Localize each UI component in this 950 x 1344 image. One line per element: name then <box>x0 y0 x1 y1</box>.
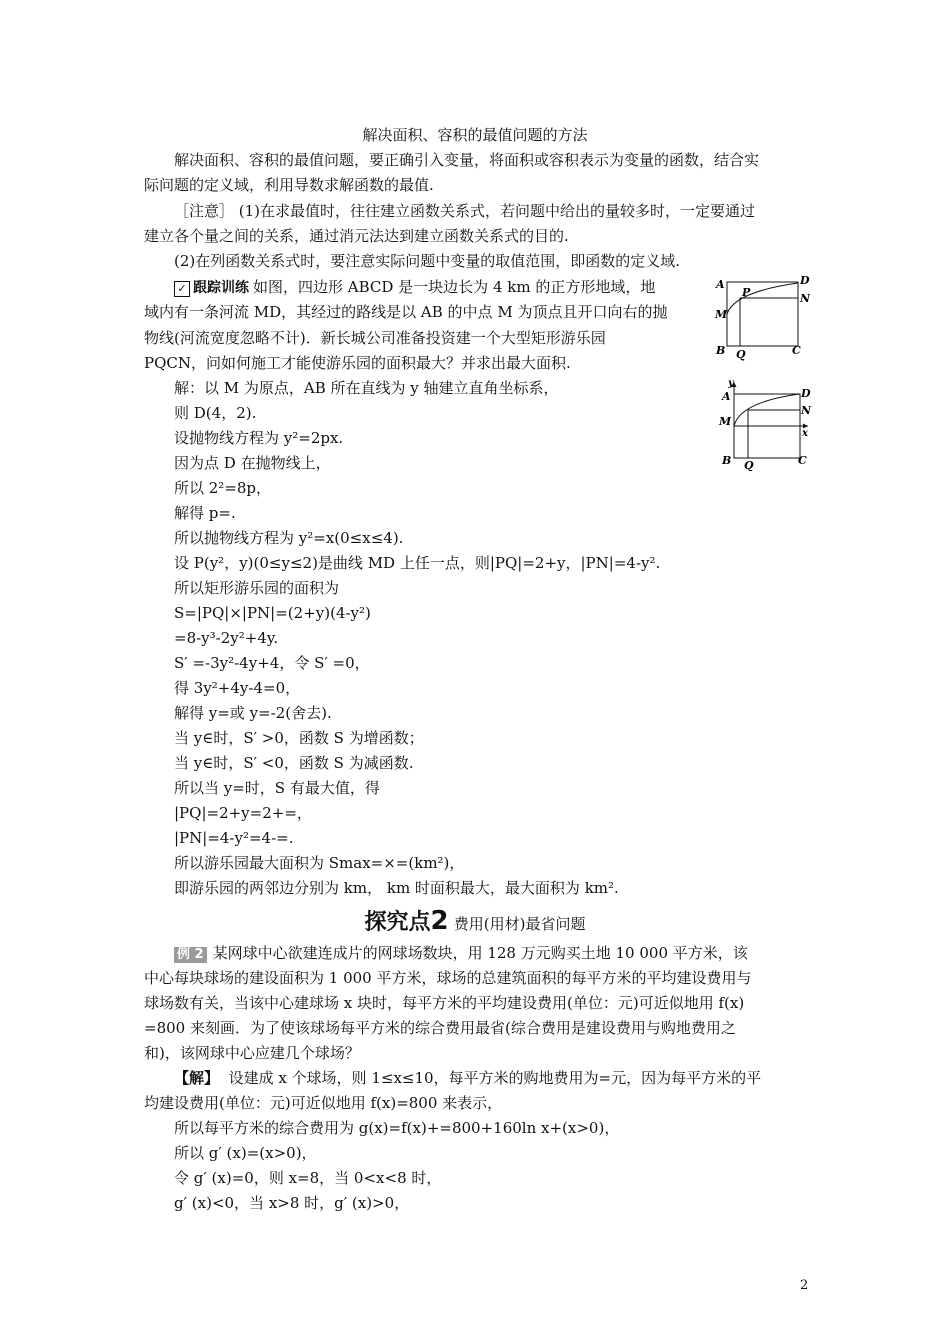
solution-line: 所以游乐园最大面积为 Smax=×=(km²)， <box>174 854 465 872</box>
method-line: ［注意］ (1)在求最值时，往往建立函数关系式，若问题中给出的量较多时，一定要通过 <box>174 202 756 220</box>
section-title: 费用(用材)最省问题 <box>453 915 586 933</box>
example-line-first <box>174 943 748 963</box>
label-y: y <box>728 378 734 389</box>
example-line: 和)，该网球中心应建几个球场？ <box>144 1044 360 1062</box>
solution-line: 解得 y=或 y=-2(舍去). <box>174 704 332 722</box>
label-m: M <box>715 308 728 321</box>
example-line: 球场数有关，当该中心建球场 x 块时，每平方米的平均建设费用(单位：元)可近似地用 f(x) <box>144 994 745 1012</box>
section-number: 2 <box>430 906 449 936</box>
label-n: N <box>800 292 811 305</box>
coordinate-figure <box>714 376 814 471</box>
label-p: P <box>742 286 751 299</box>
label-a: A <box>722 390 731 403</box>
answer-text: 设建成 x 个球场，则 1≤x≤10，每平方米的购地费用为=元，因为每平方米的平 <box>228 1069 762 1087</box>
solution-line: 解得 p=. <box>174 504 236 522</box>
solution-line: 所以当 y=时，S 有最大值，得 <box>174 779 380 797</box>
label-d: D <box>800 274 810 287</box>
solution-line: 即游乐园的两邻边分别为 km， km 时面积最大，最大面积为 km². <box>174 879 619 897</box>
answer-line: 所以 g′ (x)=(x>0)， <box>174 1144 317 1162</box>
solution-line: S=|PQ|×|PN|=(2+y)(4-y²) <box>174 604 371 622</box>
solution-line: 得 3y²+4y-4=0， <box>174 679 301 697</box>
solution-line: 当 y∈时，S′ <0，函数 S 为减函数. <box>174 754 414 772</box>
solution-line: 设抛物线方程为 y²=2px. <box>174 429 344 447</box>
answer-line: 所以每平方米的综合费用为 g(x)=f(x)+=800+160ln x+(x>0)， <box>174 1119 620 1137</box>
label-b: B <box>716 344 726 357</box>
solution-line: 所以矩形游乐园的面积为 <box>174 579 340 597</box>
solution-line: 解：以 M 为原点，AB 所在直线为 y 轴建立直角坐标系， <box>174 379 559 397</box>
label-q: Q <box>736 348 746 361</box>
answer-label: 【解】 <box>174 1069 220 1087</box>
answer-line-first <box>174 1068 761 1088</box>
solution-line: 则 D(4，2). <box>174 404 257 422</box>
solution-line: =8-y³-2y²+4y. <box>174 629 279 647</box>
solution-line: 所以抛物线方程为 y²=x(0≤x≤4). <box>174 529 404 547</box>
solution-line: 所以 2²=8p， <box>174 479 272 497</box>
label-q: Q <box>744 459 754 471</box>
solution-line: S′ =-3y²-4y+4，令 S′ =0， <box>174 654 370 672</box>
problem-line: 域内有一条河流 MD，其经过的路线是以 AB 的中点 M 为顶点且开口向右的抛 <box>144 303 668 321</box>
solution-line: |PN|=4-y²=4-=. <box>174 829 294 847</box>
check-icon: ✓ <box>174 281 190 297</box>
section-prefix: 探究点 <box>364 910 431 935</box>
label-c: C <box>798 454 807 467</box>
method-title: 解决面积、容积的最值问题的方法 <box>362 126 588 144</box>
answer-line: g′ (x)<0，当 x>8 时，g′ (x)>0， <box>174 1194 410 1212</box>
label-x: x <box>802 428 808 439</box>
page-number: 2 <box>800 1278 809 1293</box>
label-n: N <box>801 404 812 417</box>
square-region-figure <box>714 272 814 362</box>
problem-line: PQCN，问如何施工才能使游乐园的面积最大？并求出最大面积. <box>144 354 571 372</box>
example-line: =800 来刻画．为了使该球场每平方米的综合费用最省(综合费用是建设费用与购地费用之 <box>144 1019 736 1037</box>
solution-line: 设 P(y²，y)(0≤y≤2)是曲线 MD 上任一点，则|PQ|=2+y，|PN|=4-y². <box>174 554 661 572</box>
section-heading <box>0 905 950 936</box>
example-text: 某网球中心欲建连成片的网球场数块，用 128 万元购买土地 10 000 平方米，该 <box>212 944 748 962</box>
label-d: D <box>801 387 811 400</box>
label-a: A <box>716 278 725 291</box>
label-m: M <box>719 415 732 428</box>
problem-line-first <box>174 277 655 298</box>
training-label: ✓ 跟踪训练 <box>174 278 249 298</box>
answer-line: 令 g′ (x)=0，则 x=8，当 0<x<8 时， <box>174 1169 442 1187</box>
problem-text: 如图，四边形 ABCD 是一块边长为 4 km 的正方形地域，地 <box>253 278 656 296</box>
method-line: (2)在列函数关系式时，要注意实际问题中变量的取值范围，即函数的定义域. <box>174 252 681 270</box>
label-b: B <box>722 454 732 467</box>
example-line: 中心每块球场的建设面积为 1 000 平方米，球场的总建筑面积的每平方米的平均建设费用与 <box>144 969 752 987</box>
label-c: C <box>792 344 801 357</box>
method-line: 际问题的定义域，利用导数求解函数的最值. <box>144 176 434 194</box>
method-line: 解决面积、容积的最值问题，要正确引入变量，将面积或容积表示为变量的函数，结合实 <box>174 151 760 169</box>
solution-line: 因为点 D 在抛物线上， <box>174 454 331 472</box>
method-line: 建立各个量之间的关系，通过消元法达到建立函数关系式的目的. <box>144 227 569 245</box>
answer-line: 均建设费用(单位：元)可近似地用 f(x)=800 来表示， <box>144 1094 503 1112</box>
solution-line: |PQ|=2+y=2+=， <box>174 804 312 822</box>
problem-line: 物线(河流宽度忽略不计)．新长城公司准备投资建一个大型矩形游乐园 <box>144 329 606 347</box>
solution-line: 当 y∈时，S′ >0，函数 S 为增函数； <box>174 729 424 747</box>
example-label: 例 2 <box>174 947 207 963</box>
